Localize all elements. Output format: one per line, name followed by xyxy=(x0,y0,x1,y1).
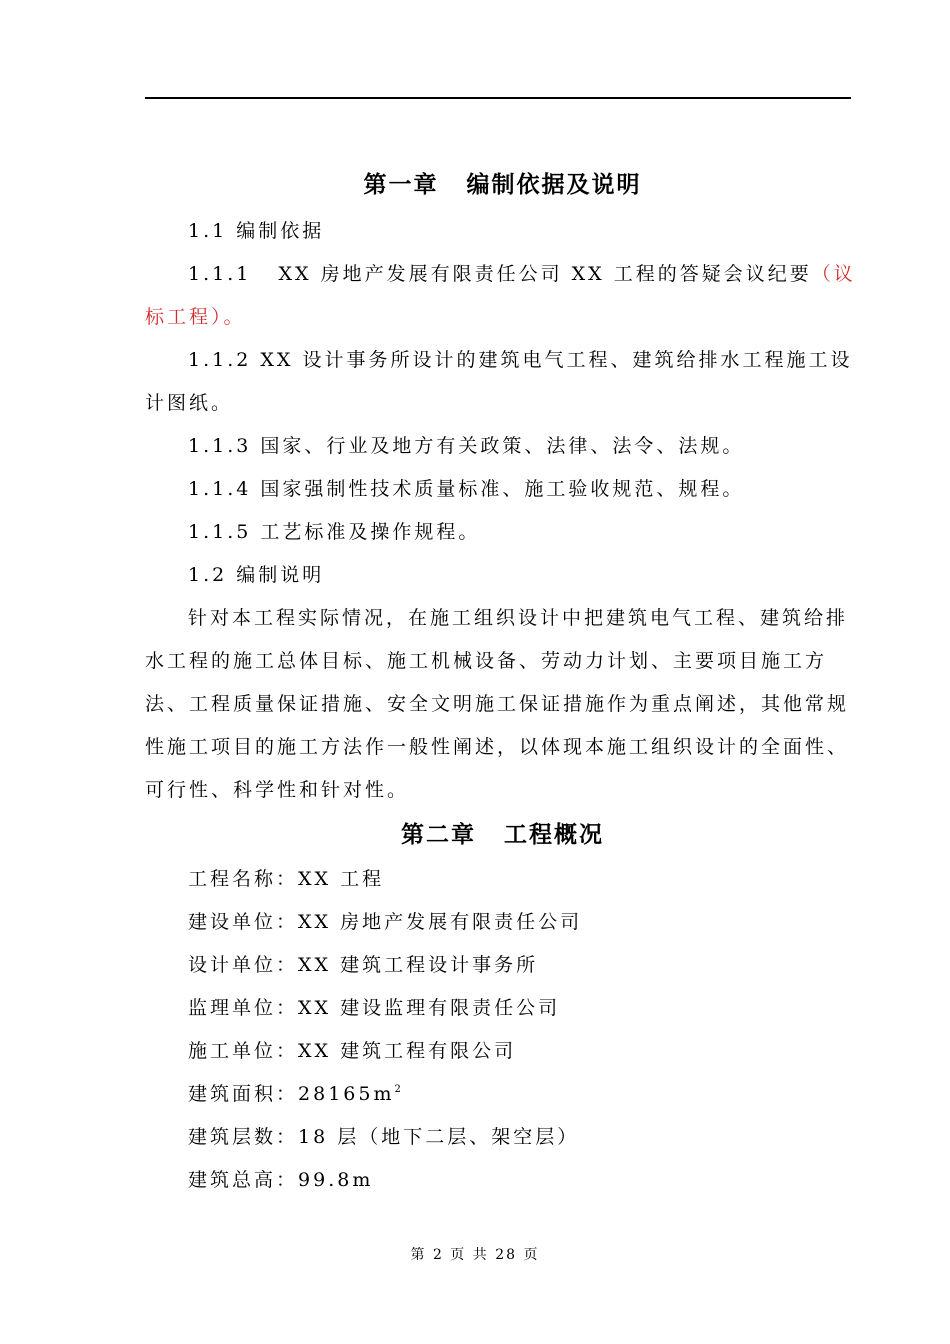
item-1-1-5: 1.1.5 工艺标准及操作规程。 xyxy=(188,521,481,543)
field-label: 建筑层数： xyxy=(188,1126,299,1148)
field-value: XX 建筑工程有限公司 xyxy=(298,1040,517,1062)
field-project-name xyxy=(145,858,860,901)
field-supervisor xyxy=(145,987,860,1030)
field-label: 监理单位： xyxy=(188,997,299,1019)
field-label: 施工单位： xyxy=(188,1040,299,1062)
section-1-1-heading: 1.1 编制依据 xyxy=(188,220,325,242)
field-building-area xyxy=(145,1073,860,1116)
field-total-height xyxy=(145,1159,860,1202)
chapter-1-heading: 编制依据及说明 xyxy=(466,171,642,198)
item-1-1-1 xyxy=(145,253,860,339)
item-1-1-1-number: 1.1.1 xyxy=(188,263,252,285)
field-label: 工程名称： xyxy=(188,868,299,890)
description-paragraph: 针对本工程实际情况，在施工组织设计中把建筑电气工程、建筑给排水工程的施工总体目标、施工机械设备、劳动力计划、主要项目施工方法、工程质量保证措施、安全文明施工保证措施作为重点阐述，其他常规性施工项目的施工方法作一般性阐述，以体现本施工组织设计的全面性、可行性、科学性和针对性。 xyxy=(145,607,850,801)
chapter-1-title xyxy=(145,160,860,210)
field-label: 设计单位： xyxy=(188,954,299,976)
field-value: XX 工程 xyxy=(298,868,385,890)
chapter-2-title xyxy=(145,812,860,858)
field-value: 28165m xyxy=(298,1083,395,1105)
field-value: 99.8m xyxy=(298,1169,374,1191)
field-label: 建筑面积： xyxy=(188,1083,299,1105)
field-contractor xyxy=(145,1030,860,1073)
field-designer xyxy=(145,944,860,987)
field-value: XX 建设监理有限责任公司 xyxy=(298,997,561,1019)
chapter-2-heading: 工程概况 xyxy=(504,821,604,848)
item-1-1-4: 1.1.4 国家强制性技术质量标准、施工验收规范、规程。 xyxy=(188,478,745,500)
field-value: XX 建筑工程设计事务所 xyxy=(298,954,539,976)
field-label: 建设单位： xyxy=(188,911,299,933)
item-1-1-1-text: XX 房地产发展有限责任公司 XX 工程的答疑会议纪要 xyxy=(278,263,812,285)
item-1-1-3: 1.1.3 国家、行业及地方有关政策、法律、法令、法规。 xyxy=(188,435,745,457)
section-1-2-heading: 1.2 编制说明 xyxy=(188,564,325,586)
field-developer xyxy=(145,901,860,944)
item-1-1-2: 1.1.2 XX 设计事务所设计的建筑电气工程、建筑给排水工程施工设计图纸。 xyxy=(145,349,853,414)
header-rule xyxy=(145,97,851,99)
field-value: XX 房地产发展有限责任公司 xyxy=(298,911,583,933)
document-body xyxy=(145,160,860,1202)
chapter-2-number: 第二章 xyxy=(401,821,476,848)
field-value: 18 层（地下二层、架空层） xyxy=(298,1126,580,1148)
field-floors xyxy=(145,1116,860,1159)
chapter-1-number: 第一章 xyxy=(363,171,439,198)
page-number-footer: 第 2 页 共 28 页 xyxy=(410,1247,540,1263)
item-1-1-1-note: （议标工程）。 xyxy=(145,263,856,328)
field-label: 建筑总高： xyxy=(188,1169,299,1191)
area-unit-superscript: 2 xyxy=(394,1084,404,1095)
